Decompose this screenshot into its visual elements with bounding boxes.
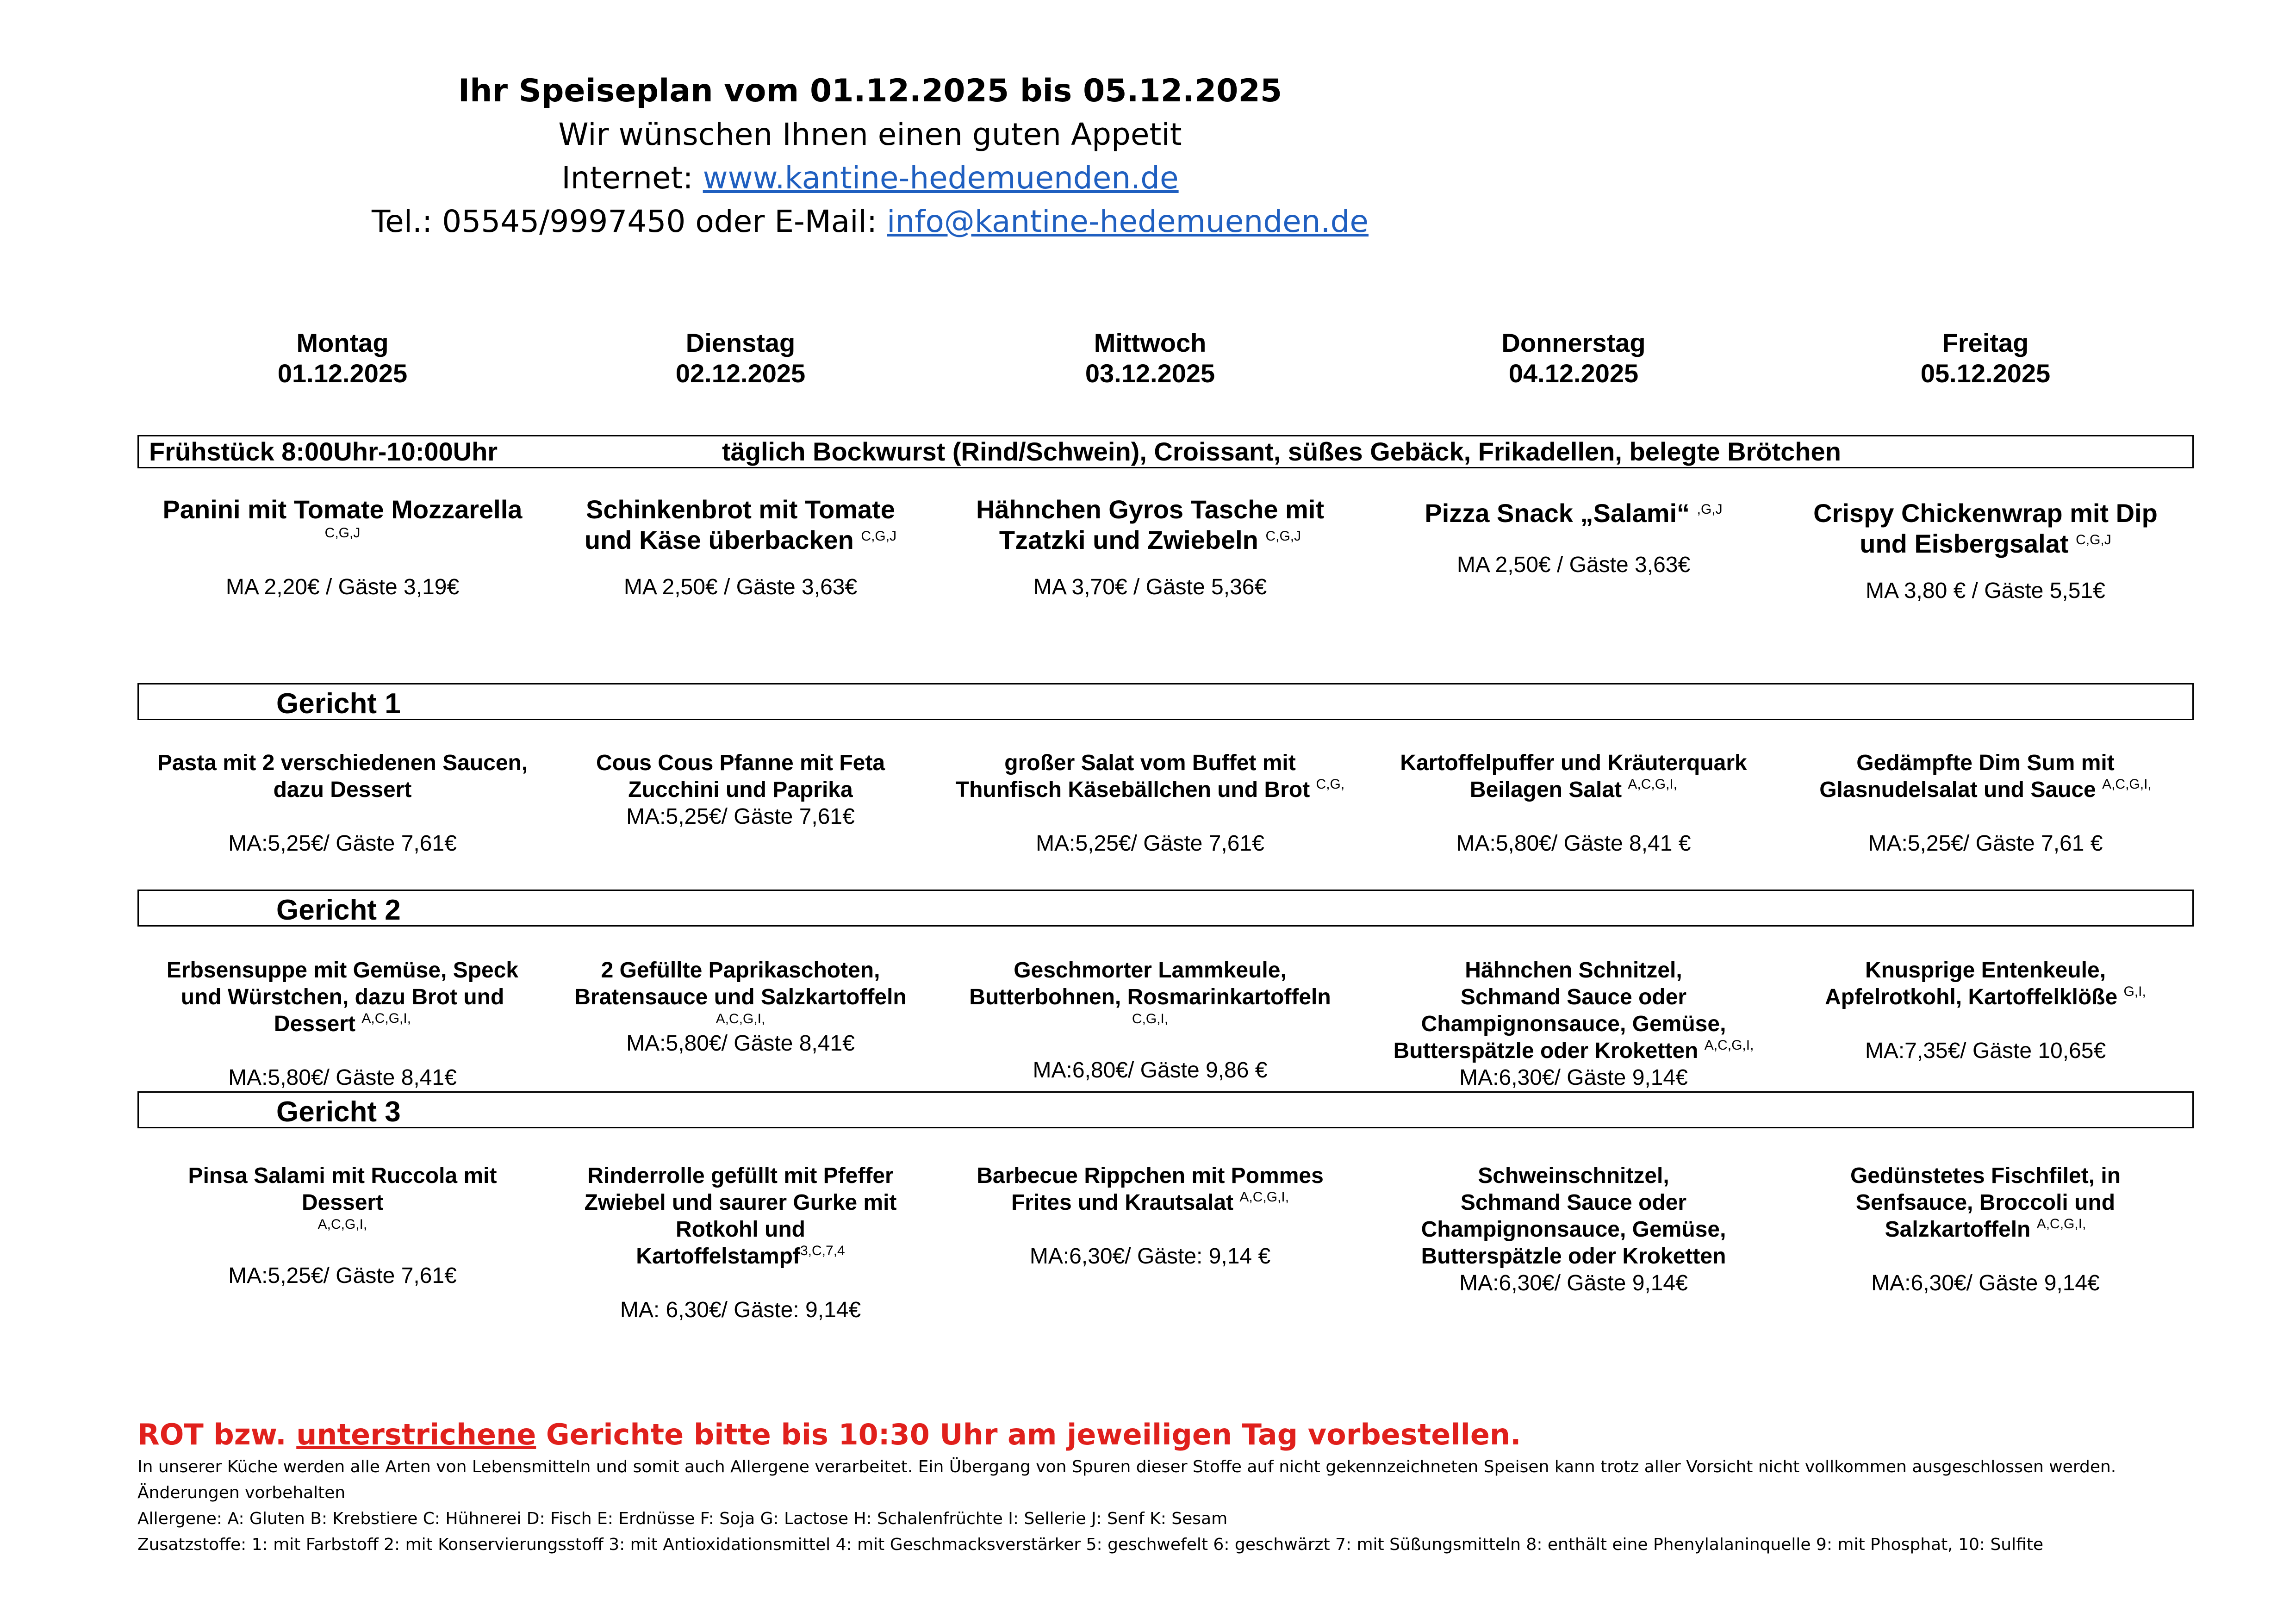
gericht1-mittwoch — [946, 750, 1354, 857]
dish-name-cont: Frites und Krautsalat $^{A,C,G,I,}$ — [1011, 1189, 1289, 1215]
day-header-dienstag — [579, 328, 902, 389]
dish-name: Gedünstetes Fischfilet, in — [1850, 1164, 2121, 1188]
breakfast-bar — [137, 435, 2194, 468]
dish-name-cont: Dessert — [301, 1190, 384, 1215]
dish-name-cont: und Würstchen, dazu Brot und — [180, 985, 504, 1009]
dish-price: MA 3,70€ / Gäste 5,36€ — [1033, 575, 1267, 599]
dish-price: MA:6,30€/ Gäste 9,14€ — [1459, 1065, 1688, 1090]
dish-name: Panini mit Tomate Mozzarella — [162, 495, 523, 524]
email-link[interactable]: info@kantine-hedemuenden.de — [887, 204, 1369, 239]
allergen-legend: Allergene: A: Gluten B: Krebstiere C: Hühnerei D: Fisch E: Erdnüsse F: Soja G: Lactose H: Schalenfrüchte I: Sellerie J: Senf K: Sesam — [137, 1509, 1228, 1528]
allergen-code: A,C,G,I, — [2102, 777, 2152, 792]
dish-name-cont: Schmand Sauce oder — [1460, 985, 1687, 1009]
dish-name: Gedämpfte Dim Sum mit — [1856, 751, 2115, 775]
page-header — [0, 69, 1740, 243]
day-date: 03.12.2025 — [1085, 359, 1215, 388]
gericht1-montag — [139, 750, 546, 857]
day-header-montag — [180, 328, 504, 389]
allergen-code: A,C,G,I, — [2036, 1216, 2086, 1232]
section-label: Gericht 1 — [276, 688, 401, 720]
allergen-code: A,C,G,I, — [361, 1011, 411, 1026]
dish-price: MA: 6,30€/ Gäste: 9,14€ — [620, 1298, 861, 1322]
snack-dienstag — [537, 494, 944, 601]
gericht2-mittwoch — [946, 957, 1354, 1084]
dish-name: Pinsa Salami mit Ruccola mit — [188, 1164, 497, 1188]
dish-name-cont: Dessert $^{A,C,G,I,}$ — [274, 1011, 411, 1036]
allergen-code: A,C,G,I, — [716, 1011, 765, 1027]
dish-name: Pizza Snack „Salami“ $^{,G,J}$ — [1425, 498, 1723, 528]
dish-name-cont: Salzkartoffeln $^{A,C,G,I,}$ — [1885, 1216, 2086, 1242]
dish-name: Geschmorter Lammkeule, — [1014, 958, 1287, 983]
allergen-code: A,C,G,I, — [1628, 777, 1678, 792]
allergen-code: A,C,G,I, — [1704, 1038, 1754, 1053]
dish-name: Pasta mit 2 verschiedenen Saucen, — [157, 751, 528, 775]
gericht2-donnerstag — [1370, 957, 1777, 1091]
dish-name: Barbecue Rippchen mit Pommes — [977, 1164, 1324, 1188]
dish-name: großer Salat vom Buffet mit — [1004, 751, 1296, 775]
allergen-code: A,C,G,I, — [1239, 1189, 1289, 1205]
snack-mittwoch — [946, 494, 1354, 601]
day-name: Mittwoch — [1094, 328, 1207, 357]
snack-donnerstag — [1370, 498, 1777, 579]
dish-name-cont: und Käse überbacken $^{C,G,J}$ — [584, 525, 897, 554]
dish-name: Kartoffelpuffer und Kräuterquark — [1400, 751, 1747, 775]
gericht3-montag — [139, 1163, 546, 1289]
dish-name-cont: Tzatzki und Zwiebeln $^{C,G,J}$ — [999, 525, 1301, 554]
dish-name-cont: und Eisbergsalat $^{C,G,J}$ — [1860, 529, 2111, 558]
allergen-code: C,G,J — [2076, 532, 2111, 548]
dish-price: MA 2,50€ / Gäste 3,63€ — [1456, 553, 1691, 577]
allergen-code: 3,C,7,4 — [800, 1243, 845, 1258]
gericht2-dienstag — [537, 957, 944, 1057]
dish-price: MA 3,80 € / Gäste 5,51€ — [1866, 579, 2105, 603]
dish-name: Crispy Chickenwrap mit Dip — [1813, 498, 2158, 528]
dish-price: MA:6,30€/ Gäste: 9,14 € — [1029, 1244, 1271, 1269]
day-date: 05.12.2025 — [1920, 359, 2051, 388]
dish-name: Hähnchen Schnitzel, — [1465, 958, 1682, 983]
allergen-disclaimer: In unserer Küche werden alle Arten von Lebensmitteln und somit auch Allergene verarbeitet. Ein Übergang von Spuren dieser Stoffe auf nicht gekennzeichneten Speisen kann trotz aller Vorsicht nicht vollkommen ausgeschlossen werden. — [137, 1457, 2116, 1476]
dish-price: MA:5,25€/ Gäste 7,61€ — [228, 1263, 457, 1288]
day-name: Donnerstag — [1501, 328, 1646, 357]
section-gericht-1 — [137, 683, 2194, 720]
day-name: Dienstag — [685, 328, 796, 357]
dish-price: MA 2,50€ / Gäste 3,63€ — [623, 575, 858, 599]
dish-name-cont: Champignonsauce, Gemüse, — [1421, 1217, 1726, 1242]
underlined-word: unterstrichene — [296, 1418, 536, 1451]
section-gericht-3 — [137, 1091, 2194, 1128]
day-name: Montag — [296, 328, 389, 357]
breakfast-label: Frühstück 8:00Uhr-10:00Uhr — [149, 437, 498, 466]
greeting: Wir wünschen Ihnen einen guten Appetit — [558, 117, 1182, 152]
section-label: Gericht 2 — [276, 894, 401, 926]
dish-price: MA:6,80€/ Gäste 9,86 € — [1033, 1058, 1268, 1083]
dish-name: Hähnchen Gyros Tasche mit — [976, 495, 1325, 524]
dish-price: MA:7,35€/ Gäste 10,65€ — [1865, 1039, 2106, 1063]
dish-price: MA:5,80€/ Gäste 8,41 € — [1456, 831, 1691, 856]
dish-name-cont: Apfelrotkohl, Kartoffelklöße $^{G,I,}$ — [1825, 984, 2146, 1009]
day-date: 04.12.2025 — [1508, 359, 1639, 388]
dish-name-cont: Rotkohl und — [676, 1217, 805, 1242]
page-title: Ihr Speiseplan vom 01.12.2025 bis 05.12.2025 — [458, 73, 1282, 109]
dish-price: MA:5,25€/ Gäste 7,61€ — [228, 831, 457, 856]
dish-name-cont: Glasnudelsalat und Sauce $^{A,C,G,I,}$ — [1819, 777, 2152, 802]
dish-name-cont: Senfsauce, Broccoli und — [1855, 1190, 2116, 1215]
dish-price: MA:5,25€/ Gäste 7,61€ — [1036, 831, 1264, 856]
gericht3-mittwoch — [946, 1163, 1354, 1270]
dish-price: MA:5,25€/ Gäste 7,61 € — [1868, 831, 2103, 856]
gericht3-dienstag — [537, 1163, 944, 1324]
dish-price: MA:5,80€/ Gäste 8,41€ — [626, 1031, 855, 1056]
day-header-donnerstag — [1412, 328, 1736, 389]
internet-label: Internet: — [561, 160, 703, 196]
dish-price: MA:6,30€/ Gäste 9,14€ — [1871, 1271, 2100, 1295]
dish-name: Schweinschnitzel, — [1478, 1164, 1669, 1188]
website-link[interactable]: www.kantine-hedemuenden.de — [703, 160, 1179, 196]
allergen-code: ,G,J — [1697, 502, 1723, 517]
dish-name-cont: dazu Dessert — [273, 778, 412, 802]
day-date: 01.12.2025 — [277, 359, 408, 388]
contact-label: Tel.: 05545/9997450 oder E-Mail: — [371, 204, 887, 239]
allergen-code: C,G,J — [324, 525, 361, 541]
dish-name: Rinderrolle gefüllt mit Pfeffer — [587, 1164, 894, 1188]
allergen-code: C,G, — [1316, 777, 1345, 792]
dish-price: MA:6,30€/ Gäste 9,14€ — [1459, 1271, 1688, 1295]
dish-name-cont: Beilagen Salat $^{A,C,G,I,}$ — [1469, 777, 1678, 802]
allergen-code: A,C,G,I, — [317, 1217, 367, 1232]
day-name: Freitag — [1942, 328, 2029, 357]
day-header-mittwoch — [988, 328, 1312, 389]
allergen-code: C,G,J — [861, 529, 897, 544]
preorder-notice: ROT bzw. unterstrichene Gerichte bitte bis 10:30 Uhr am jeweiligen Tag vorbestellen. — [137, 1418, 1521, 1451]
section-gericht-2 — [137, 890, 2194, 927]
additives-legend: Zusatzstoffe: 1: mit Farbstoff 2: mit Konservierungsstoff 3: mit Antioxidationsmittel 4: mit Geschmacksverstärker 5: geschwefelt 6: geschwärzt 7: mit Süßungsmitteln 8: enthält eine Phenylalaninquelle 9: mit Phosphat, 10: Sulfite — [137, 1535, 2044, 1554]
day-header-freitag — [1823, 328, 2147, 389]
dish-name-cont: Thunfisch Käsebällchen und Brot $^{C,G,}$ — [955, 777, 1345, 802]
day-date: 02.12.2025 — [675, 359, 806, 388]
dish-name-cont: Butterbohnen, Rosmarinkartoffeln — [969, 985, 1331, 1009]
allergen-code: C,G,I, — [1132, 1011, 1169, 1027]
dish-name: Schinkenbrot mit Tomate — [586, 495, 895, 524]
gericht3-donnerstag — [1370, 1163, 1777, 1297]
dish-name-cont: Bratensauce und Salzkartoffeln — [574, 985, 907, 1009]
dish-price: MA 2,20€ / Gäste 3,19€ — [225, 575, 460, 599]
dish-name: Knusprige Entenkeule, — [1865, 958, 2106, 983]
section-label: Gericht 3 — [276, 1096, 401, 1128]
dish-price: MA:5,25€/ Gäste 7,61€ — [626, 804, 855, 829]
dish-name-cont: Zwiebel und saurer Gurke mit — [584, 1190, 897, 1215]
snack-montag — [139, 494, 546, 601]
dish-name-cont: Champignonsauce, Gemüse, — [1421, 1012, 1726, 1036]
gericht1-dienstag — [537, 750, 944, 830]
dish-name-cont: Butterspätzle oder Kroketten — [1421, 1244, 1726, 1269]
contact-line — [0, 200, 1740, 243]
dish-name: Cous Cous Pfanne mit Feta — [596, 751, 885, 775]
footer — [137, 1415, 2220, 1558]
internet-line — [0, 156, 1740, 200]
gericht1-donnerstag — [1370, 750, 1777, 857]
allergen-code: C,G,J — [1265, 529, 1301, 544]
dish-name-cont: Schmand Sauce oder — [1460, 1190, 1687, 1215]
snack-freitag — [1782, 498, 2189, 604]
gericht1-freitag — [1782, 750, 2189, 857]
gericht2-freitag — [1782, 957, 2189, 1064]
dish-name-cont: Kartoffelstampf$^{3,C,7,4}$ — [636, 1243, 845, 1269]
dish-price: MA:5,80€/ Gäste 8,41€ — [228, 1065, 457, 1090]
dish-name: Erbsensuppe mit Gemüse, Speck — [166, 958, 519, 983]
gericht2-montag — [139, 957, 546, 1091]
allergen-code: G,I, — [2123, 984, 2146, 999]
changes-note: Änderungen vorbehalten — [137, 1483, 346, 1502]
dish-name-cont: Butterspätzle oder Kroketten $^{A,C,G,I,}$ — [1393, 1038, 1754, 1063]
gericht3-freitag — [1782, 1163, 2189, 1297]
breakfast-text: täglich Bockwurst (Rind/Schwein), Croissant, süßes Gebäck, Frikadellen, belegte Brötchen — [722, 437, 1841, 466]
dish-name: 2 Gefüllte Paprikaschoten, — [601, 958, 880, 983]
dish-name-cont: Zucchini und Paprika — [628, 778, 853, 802]
